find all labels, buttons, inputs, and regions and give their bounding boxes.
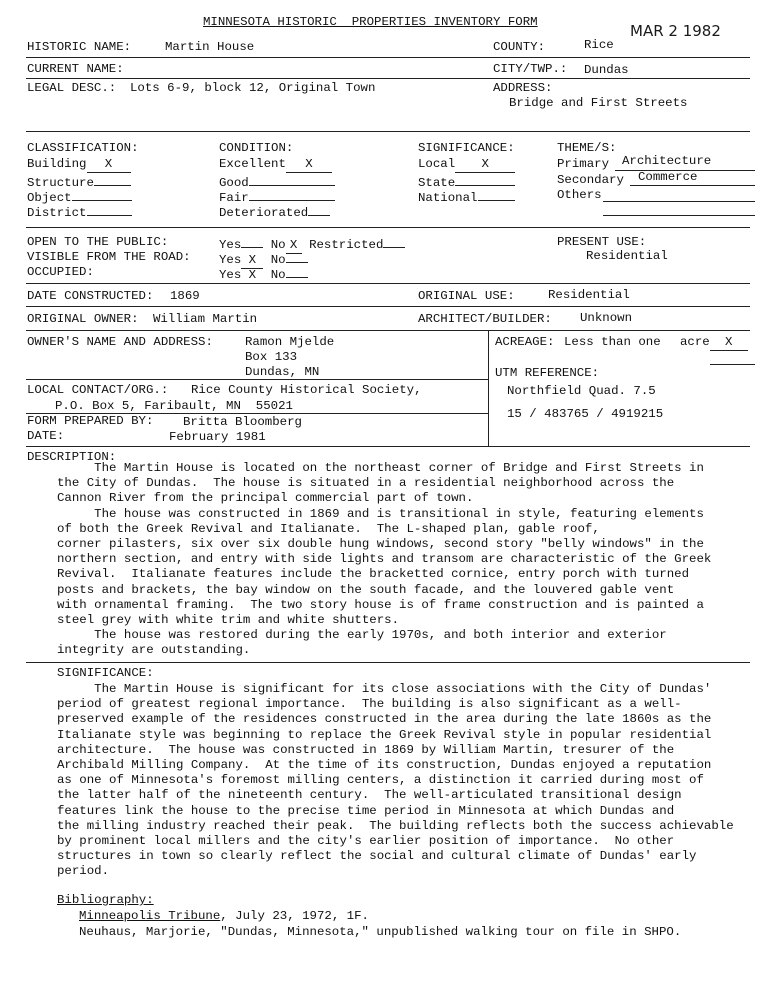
local-contact-line-2: P.O. Box 5, Faribault, MN 55021 — [55, 399, 293, 413]
city-label: CITY/TWP.: — [493, 62, 568, 76]
building-label: Building — [27, 157, 87, 171]
significance-line: the latter half of the nineteenth century. The well-articulated transitional design — [57, 788, 682, 803]
owner-line-1: Ramon Mjelde — [245, 335, 335, 349]
good-label: Good — [219, 176, 249, 190]
divider — [26, 379, 488, 380]
significance-line: as one of Minnesota's foremost milling centers, a distinction it carried during most of — [57, 773, 704, 788]
prepared-by-label: FORM PREPARED BY: — [27, 414, 154, 428]
description-line: Revival. Italianate features include the bracketted cornice, entry porch with turned — [57, 567, 690, 582]
description-line: steel grey with white trim and white shutters. — [57, 613, 400, 627]
local-mark: X — [455, 157, 515, 173]
theme-others-label: Others — [557, 188, 602, 202]
description-label: DESCRIPTION: — [27, 450, 117, 464]
description-line: with ornamental framing. The two story house is of frame construction and is painted a — [57, 597, 704, 612]
significance-local — [418, 157, 515, 173]
acreage-value: Less than one — [564, 335, 661, 349]
deteriorated-label: Deteriorated — [219, 206, 309, 220]
bibliography-label: Bibliography: — [57, 893, 154, 907]
classification-district — [27, 203, 132, 221]
divider — [488, 330, 489, 446]
bibliography-entry-1 — [79, 909, 369, 924]
city-value: Dundas — [584, 63, 629, 77]
theme-primary-label: Primary — [557, 157, 610, 171]
county-label: COUNTY: — [493, 40, 546, 54]
building-mark: X — [87, 157, 131, 173]
significance-line: period of greatest regional importance. The building is also significant as a well- — [57, 697, 682, 712]
address-value: Bridge and First Streets — [509, 96, 688, 110]
prepared-by-value: Britta Bloomberg — [183, 415, 302, 429]
date-constructed-value: 1869 — [170, 289, 200, 303]
significance-line: structures in town so clearly reflect the social and cultural climate of Dundas' early — [57, 849, 697, 864]
acreage-label: ACREAGE: — [495, 335, 555, 349]
local-label: Local — [418, 157, 456, 171]
occupied-label: OCCUPIED: — [27, 265, 94, 279]
significance-line: The Martin House is significant for its close associations with the City of Dundas' — [57, 682, 712, 696]
no-option: No — [270, 253, 286, 267]
form-title: MINNESOTA HISTORIC PROPERTIES INVENTORY FORM — [203, 15, 538, 29]
structure-label: Structure — [27, 176, 94, 190]
yes-option: Yes — [219, 238, 242, 252]
no-mark: X — [286, 238, 302, 254]
legal-desc-label: LEGAL DESC.: — [27, 81, 117, 95]
field-underline — [603, 201, 755, 202]
description-line: Cannon River from the principal commercial part of town. — [57, 491, 474, 506]
theme-primary-value: Architecture — [622, 154, 712, 168]
original-use-label: ORIGINAL USE: — [418, 289, 515, 303]
condition-label: CONDITION: — [219, 141, 294, 155]
field-underline — [710, 364, 755, 365]
national-label: National — [418, 191, 478, 205]
yes-option: Yes — [219, 253, 242, 267]
county-value: Rice — [584, 38, 614, 52]
no-option: No — [270, 238, 286, 252]
excellent-mark: X — [286, 157, 332, 173]
local-contact-label: LOCAL CONTACT/ORG.: — [27, 383, 169, 397]
date-label: DATE: — [27, 429, 65, 443]
divider — [26, 227, 750, 228]
open-public-label: OPEN TO THE PUBLIC: — [27, 235, 169, 249]
yes-option: Yes — [219, 268, 242, 282]
classification-label: CLASSIFICATION: — [27, 141, 139, 155]
field-underline — [630, 185, 755, 186]
significance-line: Archibald Milling Company. At the time of its construction, Dundas enjoyed a reputation — [57, 758, 712, 772]
district-label: District — [27, 206, 87, 220]
significance-line: the milling industry reached their peak. The building reflects both the success achievable — [57, 818, 734, 833]
yes-mark: X — [241, 253, 263, 269]
utm-quad: Northfield Quad. 7.5 — [507, 384, 656, 398]
state-label: State — [418, 176, 456, 190]
significance-label: SIGNIFICANCE: — [57, 666, 154, 680]
condition-deteriorated — [219, 203, 330, 221]
utm-coords: 15 / 483765 / 4919215 — [507, 407, 664, 421]
significance-line: preserved example of the residences constructed in the area during the late 1860s as the — [57, 712, 712, 727]
description-line: northern section, and entry with side lights and transom are characteristic of the Greek — [57, 552, 712, 567]
historic-name-value: Martin House — [165, 40, 255, 54]
restricted-option: Restricted — [309, 238, 384, 252]
local-contact-line-1: Rice County Historical Society, — [191, 383, 422, 397]
bibliography-entry-1-title: Minneapolis Tribune — [79, 909, 221, 923]
present-use-value: Residential — [586, 249, 668, 263]
legal-desc-value: Lots 6-9, block 12, Original Town — [130, 81, 376, 95]
owner-line-3: Dundas, MN — [245, 365, 320, 379]
original-owner-value: William Martin — [153, 312, 258, 326]
significance-line: Italianate style was beginning to replace the Greek Revival style in popular residential — [57, 727, 712, 742]
utm-label: UTM REFERENCE: — [495, 366, 600, 380]
divider — [26, 283, 750, 284]
divider — [26, 57, 750, 58]
divider — [26, 446, 750, 447]
acre-option — [680, 335, 748, 351]
description-line: The house was constructed in 1869 and is transitional in style, featuring elements — [57, 506, 704, 521]
occupied-options — [219, 265, 308, 284]
theme-secondary-label: Secondary — [557, 173, 624, 187]
original-owner-label: ORIGINAL OWNER: — [27, 312, 139, 326]
divider — [26, 306, 750, 307]
divider — [26, 662, 750, 663]
acre-mark: X — [710, 335, 748, 351]
significance-level-label: SIGNIFICANCE: — [418, 141, 515, 155]
address-label: ADDRESS: — [493, 81, 553, 95]
historic-name-label: HISTORIC NAME: — [27, 40, 132, 54]
divider — [26, 330, 750, 331]
yes-mark: X — [241, 268, 263, 284]
bibliography-entry-1-rest: , July 23, 1972, 1F. — [220, 909, 369, 923]
description-line: The house was restored during the early 1970s, and both interior and exterior — [57, 628, 667, 643]
description-line: the City of Dundas. The house is situated in a residential neighborhood across the — [57, 476, 675, 491]
object-label: Object — [27, 191, 72, 205]
date-value: February 1981 — [169, 430, 266, 444]
theme-secondary-value: Commerce — [638, 170, 698, 184]
excellent-label: Excellent — [219, 157, 286, 171]
themes-label: THEME/S: — [557, 141, 617, 155]
architect-label: ARCHITECT/BUILDER: — [418, 312, 552, 326]
present-use-label: PRESENT USE: — [557, 235, 647, 249]
date-constructed-label: DATE CONSTRUCTED: — [27, 289, 154, 303]
classification-building — [27, 157, 131, 173]
field-underline — [603, 215, 755, 216]
fair-label: Fair — [219, 191, 249, 205]
acre-label: acre — [680, 335, 710, 349]
original-use-value: Residential — [548, 288, 630, 302]
description-line: of both the Greek Revival and Italianate. The L-shaped plan, gable roof, — [57, 521, 600, 536]
significance-line: by prominent local millers and the city's earlier position of importance. No other — [57, 834, 675, 848]
significance-line: period. — [57, 864, 110, 879]
significance-national — [418, 188, 515, 206]
description-line: posts and brackets, the bay window on the south facade, and the louvered gable vent — [57, 582, 675, 597]
condition-excellent — [219, 157, 332, 173]
architect-value: Unknown — [580, 311, 633, 325]
bibliography-entry-2: Neuhaus, Marjorie, "Dundas, Minnesota," unpublished walking tour on file in SHPO. — [79, 925, 682, 939]
significance-line: architecture. The house was constructed in 1869 by William Martin, tresurer of the — [57, 742, 675, 757]
description-line: The Martin House is located on the northeast corner of Bridge and First Streets in — [57, 461, 704, 475]
no-option: No — [270, 268, 286, 282]
divider — [26, 78, 750, 79]
date-stamp: MAR 2 1982 — [630, 22, 721, 40]
significance-line: features link the house to the precise time period in Minnesota at which Dundas and — [57, 803, 675, 818]
description-line: integrity are outstanding. — [57, 643, 251, 658]
description-line: corner pilasters, six over six double hung windows, second story "belly windows" in the — [57, 537, 704, 551]
visible-road-label: VISIBLE FROM THE ROAD: — [27, 250, 191, 264]
divider — [26, 131, 750, 132]
owner-line-2: Box 133 — [245, 350, 298, 364]
owner-address-label: OWNER'S NAME AND ADDRESS: — [27, 335, 213, 349]
current-name-label: CURRENT NAME: — [27, 62, 124, 76]
